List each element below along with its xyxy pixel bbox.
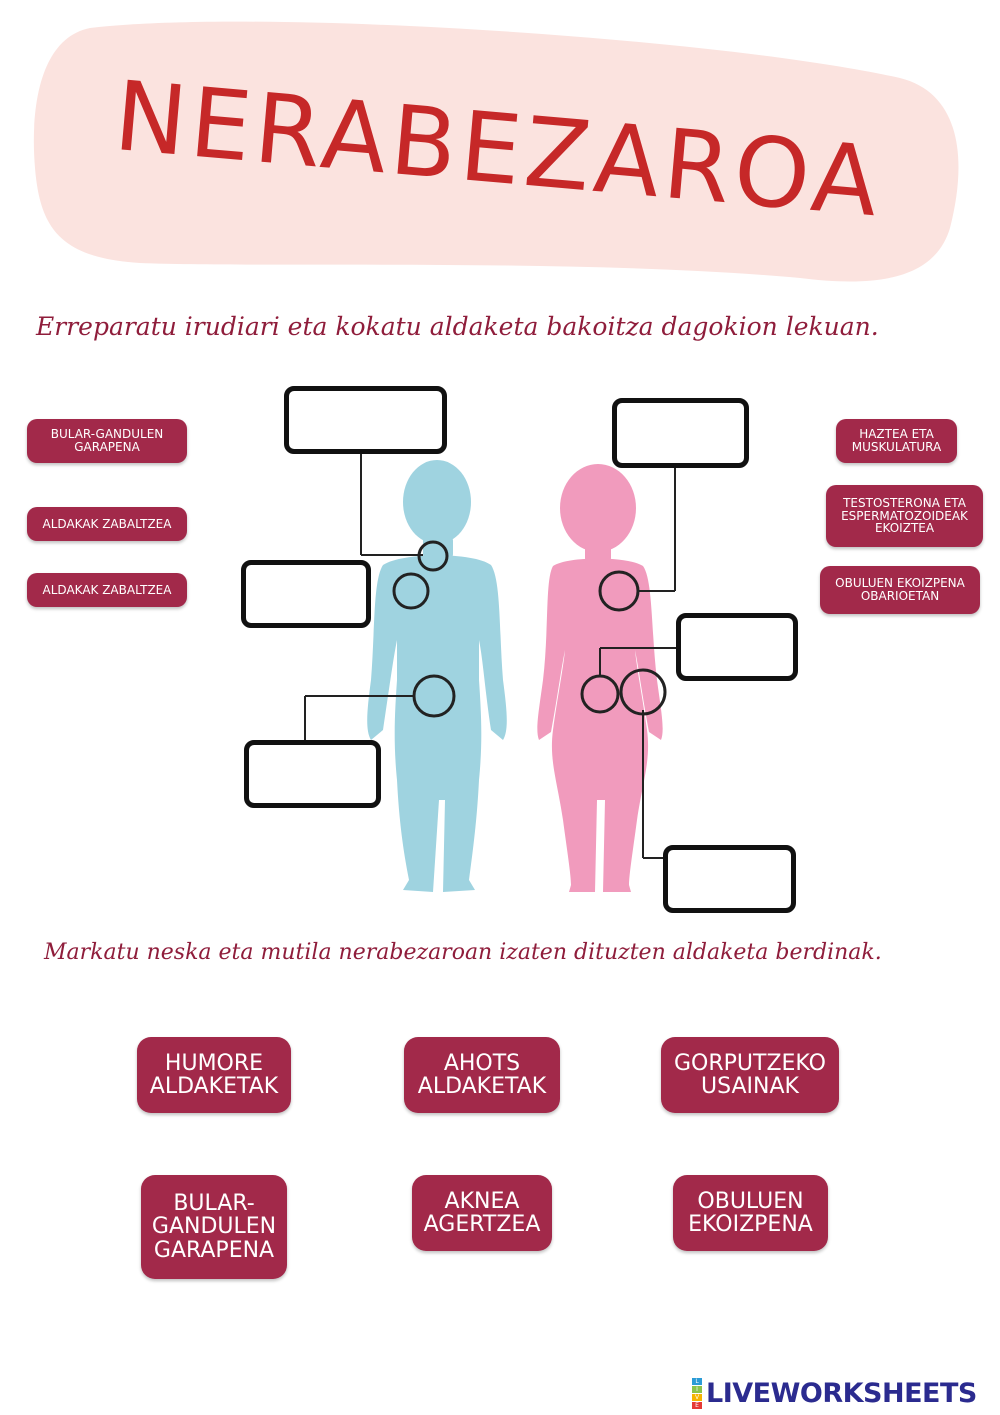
- drag-chip-right-3[interactable]: OBULUEN EKOIZPENA OBARIOETAN: [820, 566, 980, 614]
- choice-chip-obuluen-ekoizpena[interactable]: OBULUEN EKOIZPENA: [673, 1175, 828, 1251]
- drop-box-female-middle[interactable]: [676, 613, 798, 681]
- drop-box-female-top[interactable]: [612, 398, 749, 468]
- drop-box-male-top[interactable]: [284, 386, 447, 454]
- choice-chip-aknea-agertzea[interactable]: AKNEA AGERTZEA: [412, 1175, 552, 1251]
- drag-chip-right-2[interactable]: TESTOSTERONA ETA ESPERMATOZOIDEAK EKOIZTEA: [826, 485, 983, 547]
- choice-chip-ahots-aldaketak[interactable]: AHOTS ALDAKETAK: [404, 1037, 560, 1113]
- logo-tiles-icon: L I V E: [692, 1378, 702, 1409]
- drag-chip-left-2[interactable]: ALDAKAK ZABALTZEA: [27, 507, 187, 541]
- page-title: NERABEZAROA: [110, 60, 887, 239]
- drop-box-male-hips[interactable]: [244, 740, 381, 808]
- choice-chip-humore-aldaketak[interactable]: HUMORE ALDAKETAK: [137, 1037, 291, 1113]
- choice-chip-bular-gandulen-garapena[interactable]: BULAR- GANDULEN GARAPENA: [141, 1175, 287, 1279]
- drop-box-male-chest[interactable]: [241, 560, 371, 628]
- drag-chip-right-1[interactable]: HAZTEA ETA MUSKULATURA: [836, 419, 957, 463]
- liveworksheets-logo: [692, 1376, 977, 1410]
- choice-chip-gorputzeko-usainak[interactable]: GORPUTZEKO USAINAK: [661, 1037, 839, 1113]
- instruction-second: Markatu neska eta mutila nerabezaroan izaten dituzten aldaketa berdinak.: [44, 940, 882, 965]
- drag-chip-left-3[interactable]: ALDAKAK ZABALTZEA: [27, 573, 187, 607]
- instruction-first: Erreparatu irudiari eta kokatu aldaketa bakoitza dagokion lekuan.: [36, 312, 879, 341]
- drop-box-female-bottom[interactable]: [663, 845, 796, 913]
- drag-chip-left-1[interactable]: BULAR-GANDULEN GARAPENA: [27, 419, 187, 463]
- logo-text: LIVEWORKSHEETS: [706, 1377, 977, 1409]
